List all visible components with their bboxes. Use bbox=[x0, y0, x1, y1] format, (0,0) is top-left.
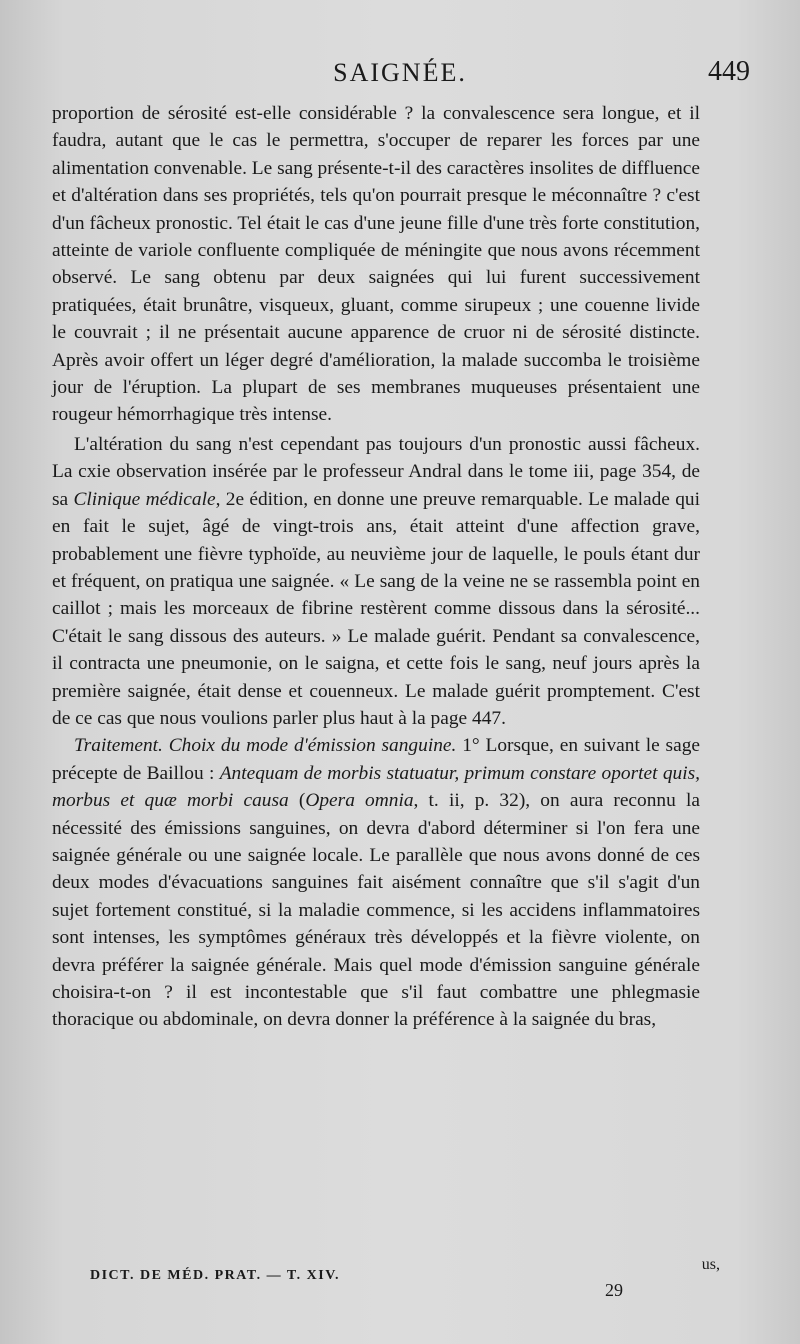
paragraph-text: 1° Lorsque, en suivant le sage précepte de Baillou : bbox=[52, 735, 700, 784]
signature-line: DICT. DE MÉD. PRAT. — T. XIV. bbox=[90, 1268, 341, 1283]
signature-number: 29 bbox=[605, 1280, 623, 1300]
section-heading: Traitement. Choix du mode d'émission sanguine. bbox=[74, 735, 457, 757]
page-footer bbox=[90, 1256, 720, 1304]
work-title: Clinique médicale bbox=[73, 488, 216, 510]
page-header bbox=[50, 52, 750, 96]
paragraph-continuation: proportion de sérosité est-elle considérable ? la convalescence sera longue, et il faudra, autant que le cas le permettra, s'occuper de reparer les forces par une alimentation convenable. Le sang présente-t-il des caractères insolites de diffluence et d'altération dans ses propriétés, tels qu'on pourrait presque le méconnaître ? c'est d'un fâcheux pronostic. Tel était le cas d'une jeune fille d'une très forte constitution, atteinte de variole confluente compliquée de méningite que nous avons récemment observé. Le sang obtenu par deux saignées qui lui furent successivement pratiquées, était brunâtre, visqueux, gluant, comme sirupeux ; une couenne livide le couvrait ; il ne présentait aucune apparence de cruor ni de sérosité distincte. Après avoir offert un léger degré d'amélioration, la malade succomba le troisième jour de l'éruption. La plupart de ses membranes muqueuses présentaient une rougeur hémorrhagique très intense. bbox=[52, 103, 700, 426]
paragraph-text: ( bbox=[288, 790, 306, 812]
body-text bbox=[52, 100, 700, 1034]
paragraph-prognosis bbox=[52, 431, 700, 732]
paragraph-text: L'altération du sang n'est cependant pas toujours d'un pronostic aussi fâcheux. La cxie observation insérée par le professeur Andral dans le tome iii, page 354, de sa bbox=[52, 433, 700, 510]
paragraph-text: , t. ii, p. 32), on aura reconnu la nécessité des émissions sanguines, on devra d'abord déterminer si l'on fera une saignée générale ou une saignée locale. Le parallèle que nous avons donné de ces deux modes d'évacuations sanguines fait aisément connaître que s'il s'agit d'un sujet fortement constitué, si la maladie commence, si les accidens inflammatoires sont intenses, les symptômes généraux très développés et la fièvre violente, on devra préférer la saignée générale. Mais quel mode d'émission sanguine générale choisira-t-on ? il est incontestable que s'il faut combattre une phlegmasie thoracique ou abdominale, on devra donner la préférence à la saignée du bras, bbox=[52, 790, 700, 1031]
catchword: us, bbox=[701, 1256, 720, 1273]
paragraph-text: , 2e édition, en donne une preuve remarquable. Le malade qui en fait le sujet, âgé de vingt-trois ans, était atteint d'une affection grave, probablement une fièvre typhoïde, au neuvième jour de laquelle, le pouls étant dur et fréquent, on pratiqua une saignée. « Le sang de la veine ne se rassembla point en caillot ; mais les morceaux de fibrine restèrent comme dissous dans la sérosité... C'était le sang dissous des auteurs. » Le malade guérit. Pendant sa convalescence, il contracta une pneumonie, on le saigna, et cette fois le sang, neuf jours après la première saignée, était dense et couenneux. Le malade guérit promptement. C'est de ce cas que nous voulions parler plus haut à la page 447. bbox=[52, 488, 700, 729]
paragraph-treatment bbox=[52, 732, 700, 1033]
source-title: Opera omnia bbox=[305, 790, 414, 812]
page-number: 449 bbox=[708, 56, 750, 87]
latin-quote: Antequam de morbis statuatur, primum constare oportet quis, morbus et quæ morbi causa bbox=[52, 762, 700, 812]
running-title: SAIGNÉE. bbox=[333, 58, 467, 87]
